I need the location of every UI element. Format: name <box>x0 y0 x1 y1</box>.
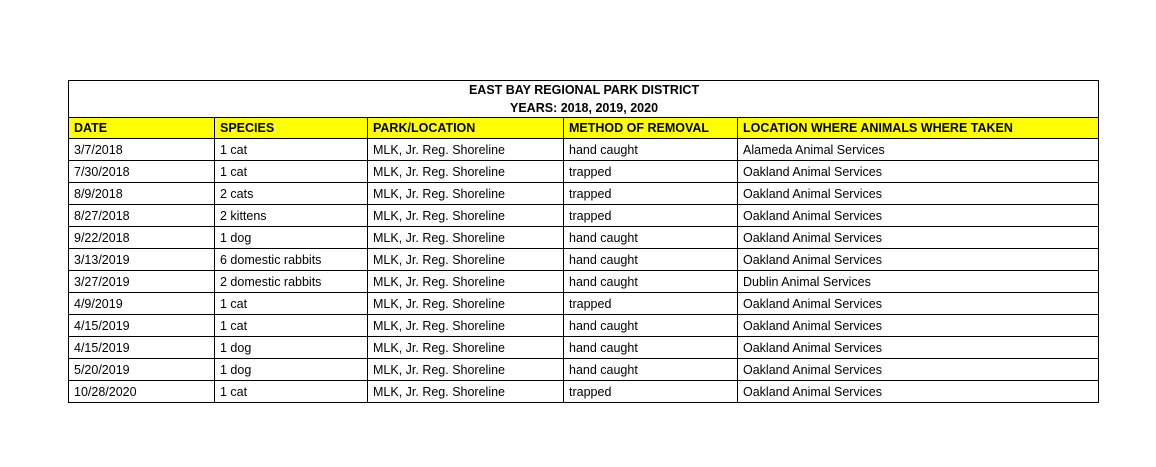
cell-location-taken: Oakland Animal Services <box>738 359 1099 381</box>
animal-removal-report <box>68 80 1098 403</box>
cell-method: hand caught <box>564 249 738 271</box>
cell-species: 1 dog <box>215 227 368 249</box>
cell-date: 3/7/2018 <box>69 139 215 161</box>
cell-park-location: MLK, Jr. Reg. Shoreline <box>368 359 564 381</box>
cell-method: trapped <box>564 293 738 315</box>
column-header-date: DATE <box>69 118 215 139</box>
report-table <box>68 80 1099 403</box>
table-row <box>69 139 1099 161</box>
cell-date: 4/15/2019 <box>69 337 215 359</box>
cell-location-taken: Oakland Animal Services <box>738 315 1099 337</box>
cell-species: 1 cat <box>215 161 368 183</box>
cell-location-taken: Oakland Animal Services <box>738 183 1099 205</box>
subtitle-row <box>69 99 1099 118</box>
cell-species: 1 cat <box>215 381 368 403</box>
cell-method: hand caught <box>564 315 738 337</box>
cell-park-location: MLK, Jr. Reg. Shoreline <box>368 205 564 227</box>
cell-date: 3/27/2019 <box>69 271 215 293</box>
cell-method: hand caught <box>564 271 738 293</box>
column-header-method-of-removal: METHOD OF REMOVAL <box>564 118 738 139</box>
table-row <box>69 337 1099 359</box>
cell-park-location: MLK, Jr. Reg. Shoreline <box>368 381 564 403</box>
table-row <box>69 183 1099 205</box>
cell-species: 1 cat <box>215 139 368 161</box>
cell-location-taken: Oakland Animal Services <box>738 381 1099 403</box>
cell-location-taken: Oakland Animal Services <box>738 227 1099 249</box>
cell-location-taken: Alameda Animal Services <box>738 139 1099 161</box>
cell-species: 2 kittens <box>215 205 368 227</box>
cell-park-location: MLK, Jr. Reg. Shoreline <box>368 315 564 337</box>
cell-park-location: MLK, Jr. Reg. Shoreline <box>368 227 564 249</box>
cell-park-location: MLK, Jr. Reg. Shoreline <box>368 139 564 161</box>
cell-date: 8/9/2018 <box>69 183 215 205</box>
cell-date: 4/15/2019 <box>69 315 215 337</box>
header-row <box>69 118 1099 139</box>
table-row <box>69 227 1099 249</box>
column-header-species: SPECIES <box>215 118 368 139</box>
table-row <box>69 271 1099 293</box>
column-header-park-location: PARK/LOCATION <box>368 118 564 139</box>
cell-date: 5/20/2019 <box>69 359 215 381</box>
cell-method: hand caught <box>564 139 738 161</box>
table-row <box>69 249 1099 271</box>
table-row <box>69 315 1099 337</box>
cell-species: 1 dog <box>215 359 368 381</box>
cell-park-location: MLK, Jr. Reg. Shoreline <box>368 249 564 271</box>
cell-location-taken: Oakland Animal Services <box>738 337 1099 359</box>
column-header-location-taken: LOCATION WHERE ANIMALS WHERE TAKEN <box>738 118 1099 139</box>
document-title: EAST BAY REGIONAL PARK DISTRICT <box>69 81 1099 100</box>
cell-method: trapped <box>564 205 738 227</box>
cell-method: hand caught <box>564 337 738 359</box>
cell-date: 3/13/2019 <box>69 249 215 271</box>
cell-method: trapped <box>564 381 738 403</box>
cell-date: 9/22/2018 <box>69 227 215 249</box>
cell-location-taken: Oakland Animal Services <box>738 249 1099 271</box>
cell-method: hand caught <box>564 359 738 381</box>
cell-species: 1 cat <box>215 315 368 337</box>
cell-species: 2 cats <box>215 183 368 205</box>
cell-park-location: MLK, Jr. Reg. Shoreline <box>368 293 564 315</box>
cell-park-location: MLK, Jr. Reg. Shoreline <box>368 183 564 205</box>
cell-park-location: MLK, Jr. Reg. Shoreline <box>368 337 564 359</box>
cell-park-location: MLK, Jr. Reg. Shoreline <box>368 271 564 293</box>
cell-location-taken: Oakland Animal Services <box>738 293 1099 315</box>
cell-location-taken: Oakland Animal Services <box>738 205 1099 227</box>
table-row <box>69 293 1099 315</box>
cell-date: 4/9/2019 <box>69 293 215 315</box>
cell-species: 1 cat <box>215 293 368 315</box>
cell-date: 7/30/2018 <box>69 161 215 183</box>
cell-species: 2 domestic rabbits <box>215 271 368 293</box>
cell-species: 6 domestic rabbits <box>215 249 368 271</box>
cell-park-location: MLK, Jr. Reg. Shoreline <box>368 161 564 183</box>
document-subtitle: YEARS: 2018, 2019, 2020 <box>69 99 1099 118</box>
cell-date: 10/28/2020 <box>69 381 215 403</box>
cell-method: hand caught <box>564 227 738 249</box>
table-row <box>69 381 1099 403</box>
title-row <box>69 81 1099 100</box>
table-body <box>69 139 1099 403</box>
cell-species: 1 dog <box>215 337 368 359</box>
cell-method: trapped <box>564 183 738 205</box>
table-row <box>69 205 1099 227</box>
table-row <box>69 161 1099 183</box>
table-header <box>69 118 1099 139</box>
table-row <box>69 359 1099 381</box>
cell-date: 8/27/2018 <box>69 205 215 227</box>
table-title-block <box>69 81 1099 118</box>
cell-location-taken: Dublin Animal Services <box>738 271 1099 293</box>
cell-location-taken: Oakland Animal Services <box>738 161 1099 183</box>
cell-method: trapped <box>564 161 738 183</box>
